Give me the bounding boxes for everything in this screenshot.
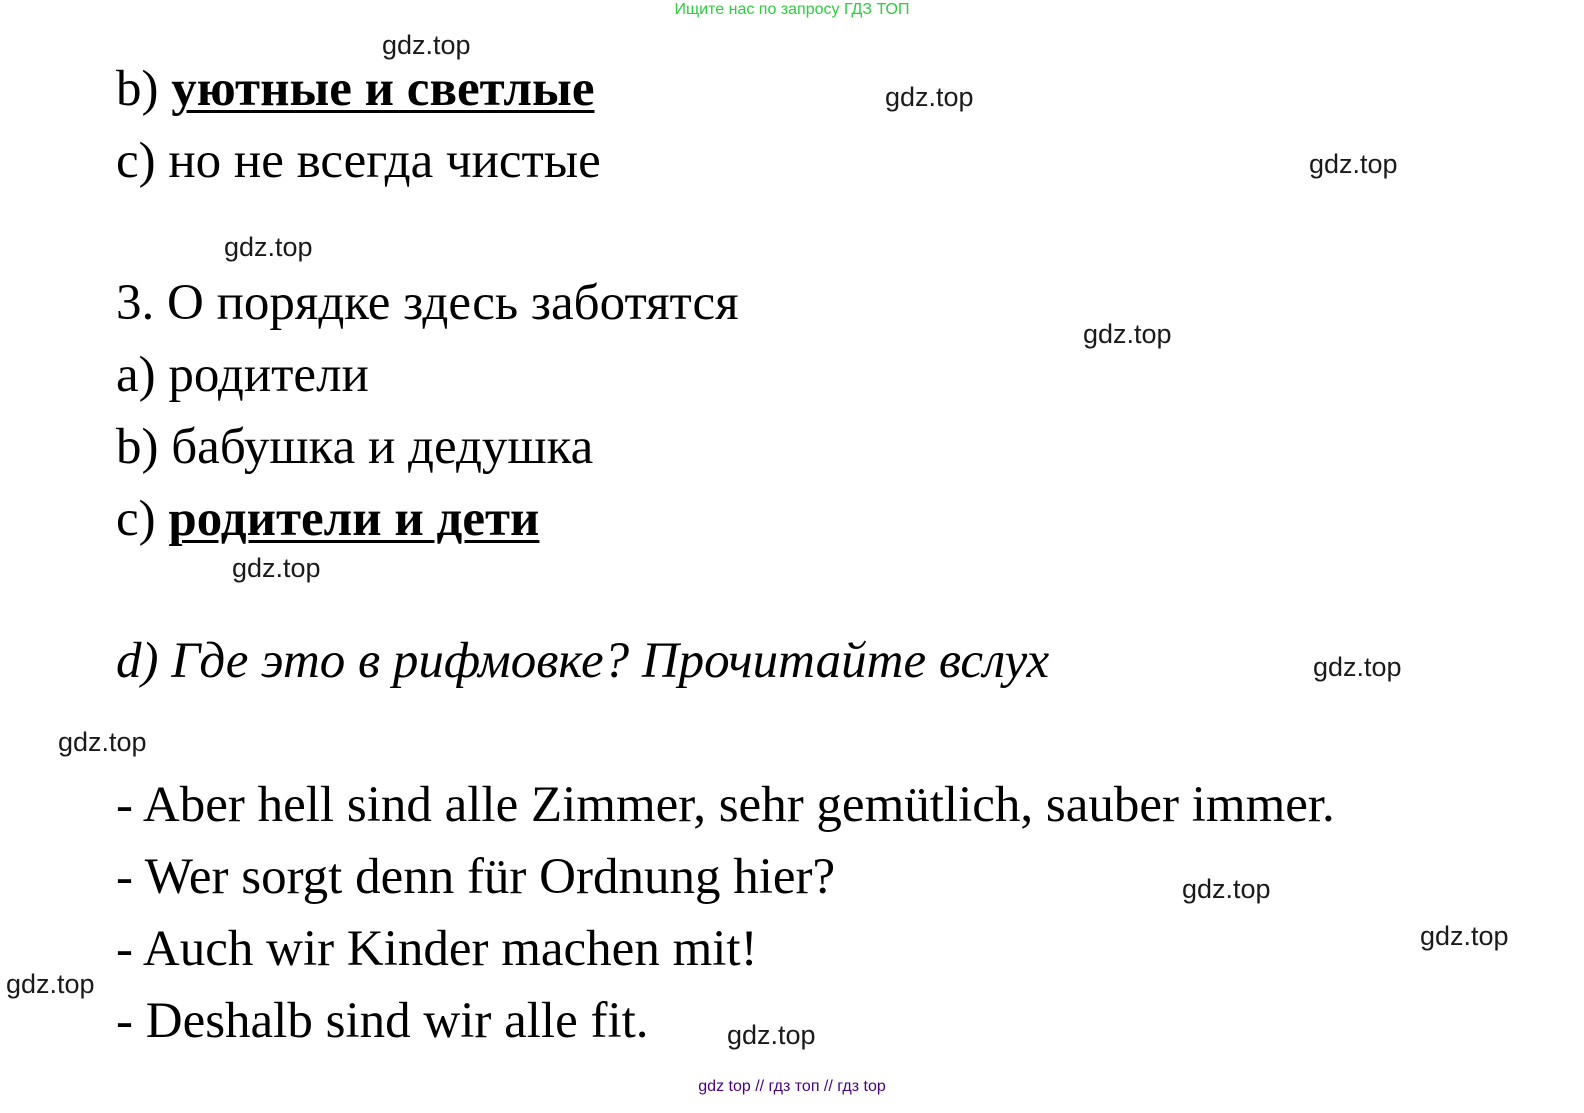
watermark: gdz.top <box>1309 149 1398 179</box>
rhyme-line: - Deshalb sind wir alle fit. <box>116 993 649 1049</box>
watermark: gdz.top <box>727 1020 816 1050</box>
option-b-line <box>116 60 594 118</box>
watermark: gdz.top <box>58 727 147 757</box>
option-c-line: c) но не всегда чистые <box>116 133 601 189</box>
watermark: gdz.top <box>1420 921 1509 951</box>
option-b2-line: b) бабушка и дедушка <box>116 419 594 475</box>
watermark: gdz.top <box>6 969 95 999</box>
watermark: gdz.top <box>1182 874 1271 904</box>
rhyme-line: - Auch wir Kinder machen mit! <box>116 921 758 977</box>
watermark: gdz.top <box>1313 652 1402 682</box>
task-d: d) Где это в рифмовке? Прочитайте вслух <box>116 633 1050 689</box>
rhyme-line: - Wer sorgt denn für Ordnung hier? <box>116 849 836 905</box>
question-3: 3. О порядке здесь заботятся <box>116 275 739 331</box>
option-a-line: a) родители <box>116 347 369 403</box>
option-c2-line <box>116 490 539 548</box>
watermark: gdz.top <box>224 232 313 262</box>
top-banner: Ищите нас по запросу ГДЗ ТОП <box>674 1 910 18</box>
watermark: gdz.top <box>232 553 321 583</box>
option-c2-answer: родители и дети <box>168 491 540 547</box>
footer-links[interactable]: gdz top // гдз топ // гдз top <box>698 1078 886 1095</box>
option-b-prefix: b) <box>116 61 172 117</box>
rhyme-line: - Aber hell sind alle Zimmer, sehr gemütlich, sauber immer. <box>116 777 1335 833</box>
watermark: gdz.top <box>382 30 471 60</box>
option-b-answer: уютные и светлые <box>171 61 595 117</box>
watermark: gdz.top <box>885 82 974 112</box>
option-c2-prefix: c) <box>116 491 169 547</box>
watermark: gdz.top <box>1083 319 1172 349</box>
